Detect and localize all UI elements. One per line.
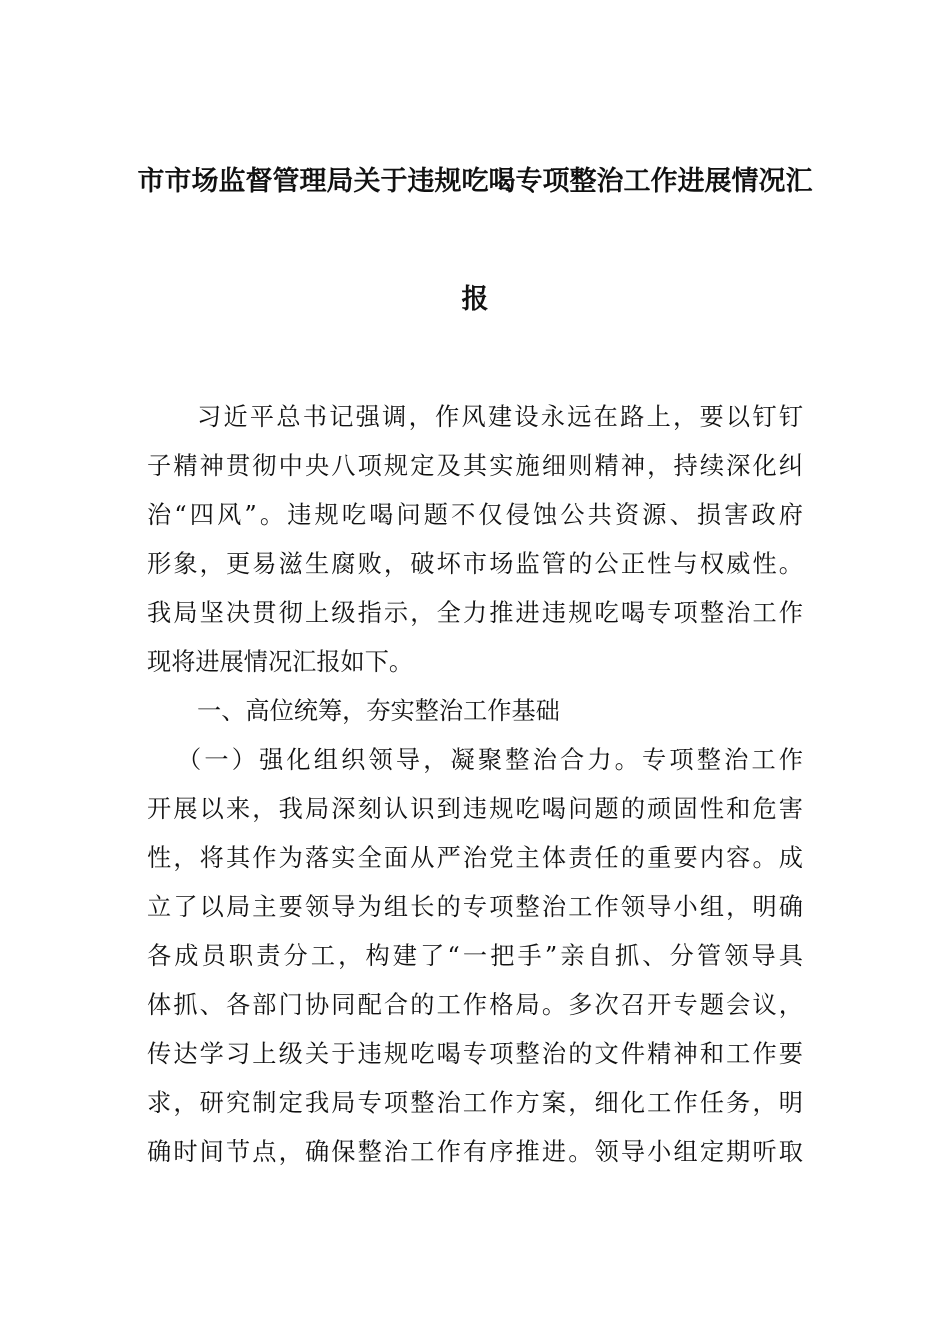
section-heading: 一、高位统筹，夯实整治工作基础 <box>197 697 560 725</box>
paragraph-line: 各成员职责分工，构建了“一把手”亲自抓、分管领导具 <box>147 942 803 970</box>
paragraph-line: 形象，更易滋生腐败，破坏市场监管的公正性与权威性。 <box>147 550 803 578</box>
paragraph-line: 求，研究制定我局专项整治工作方案，细化工作任务，明 <box>147 1089 803 1117</box>
paragraph-line: 性，将其作为落实全面从严治党主体责任的重要内容。成 <box>147 844 803 872</box>
paragraph-line: 体抓、各部门协同配合的工作格局。多次召开专题会议， <box>147 991 803 1019</box>
paragraph-line: 立了以局主要领导为组长的专项整治工作领导小组，明确 <box>147 893 803 921</box>
paragraph-line: 确时间节点，确保整治工作有序推进。领导小组定期听取 <box>147 1138 803 1166</box>
paragraph-line: 现将进展情况汇报如下。 <box>147 648 414 676</box>
paragraph-line: 开展以来，我局深刻认识到违规吃喝问题的顽固性和危害 <box>147 795 803 823</box>
paragraph-line: 我局坚决贯彻上级指示，全力推进违规吃喝专项整治工作 <box>147 599 803 627</box>
paragraph-line: 习近平总书记强调，作风建设永远在路上，要以钉钉 <box>197 403 803 431</box>
paragraph-line: 子精神贯彻中央八项规定及其实施细则精神，持续深化纠 <box>147 452 803 480</box>
document-title-line-2: 报 <box>461 284 489 315</box>
paragraph-line: 治“四风”。违规吃喝问题不仅侵蚀公共资源、损害政府 <box>147 501 803 529</box>
paragraph-line: （一）强化组织领导，凝聚整治合力。专项整治工作 <box>177 746 803 774</box>
paragraph-line: 传达学习上级关于违规吃喝专项整治的文件精神和工作要 <box>147 1040 803 1068</box>
document-title-line-1: 市市场监督管理局关于违规吃喝专项整治工作进展情况汇 <box>137 166 813 197</box>
